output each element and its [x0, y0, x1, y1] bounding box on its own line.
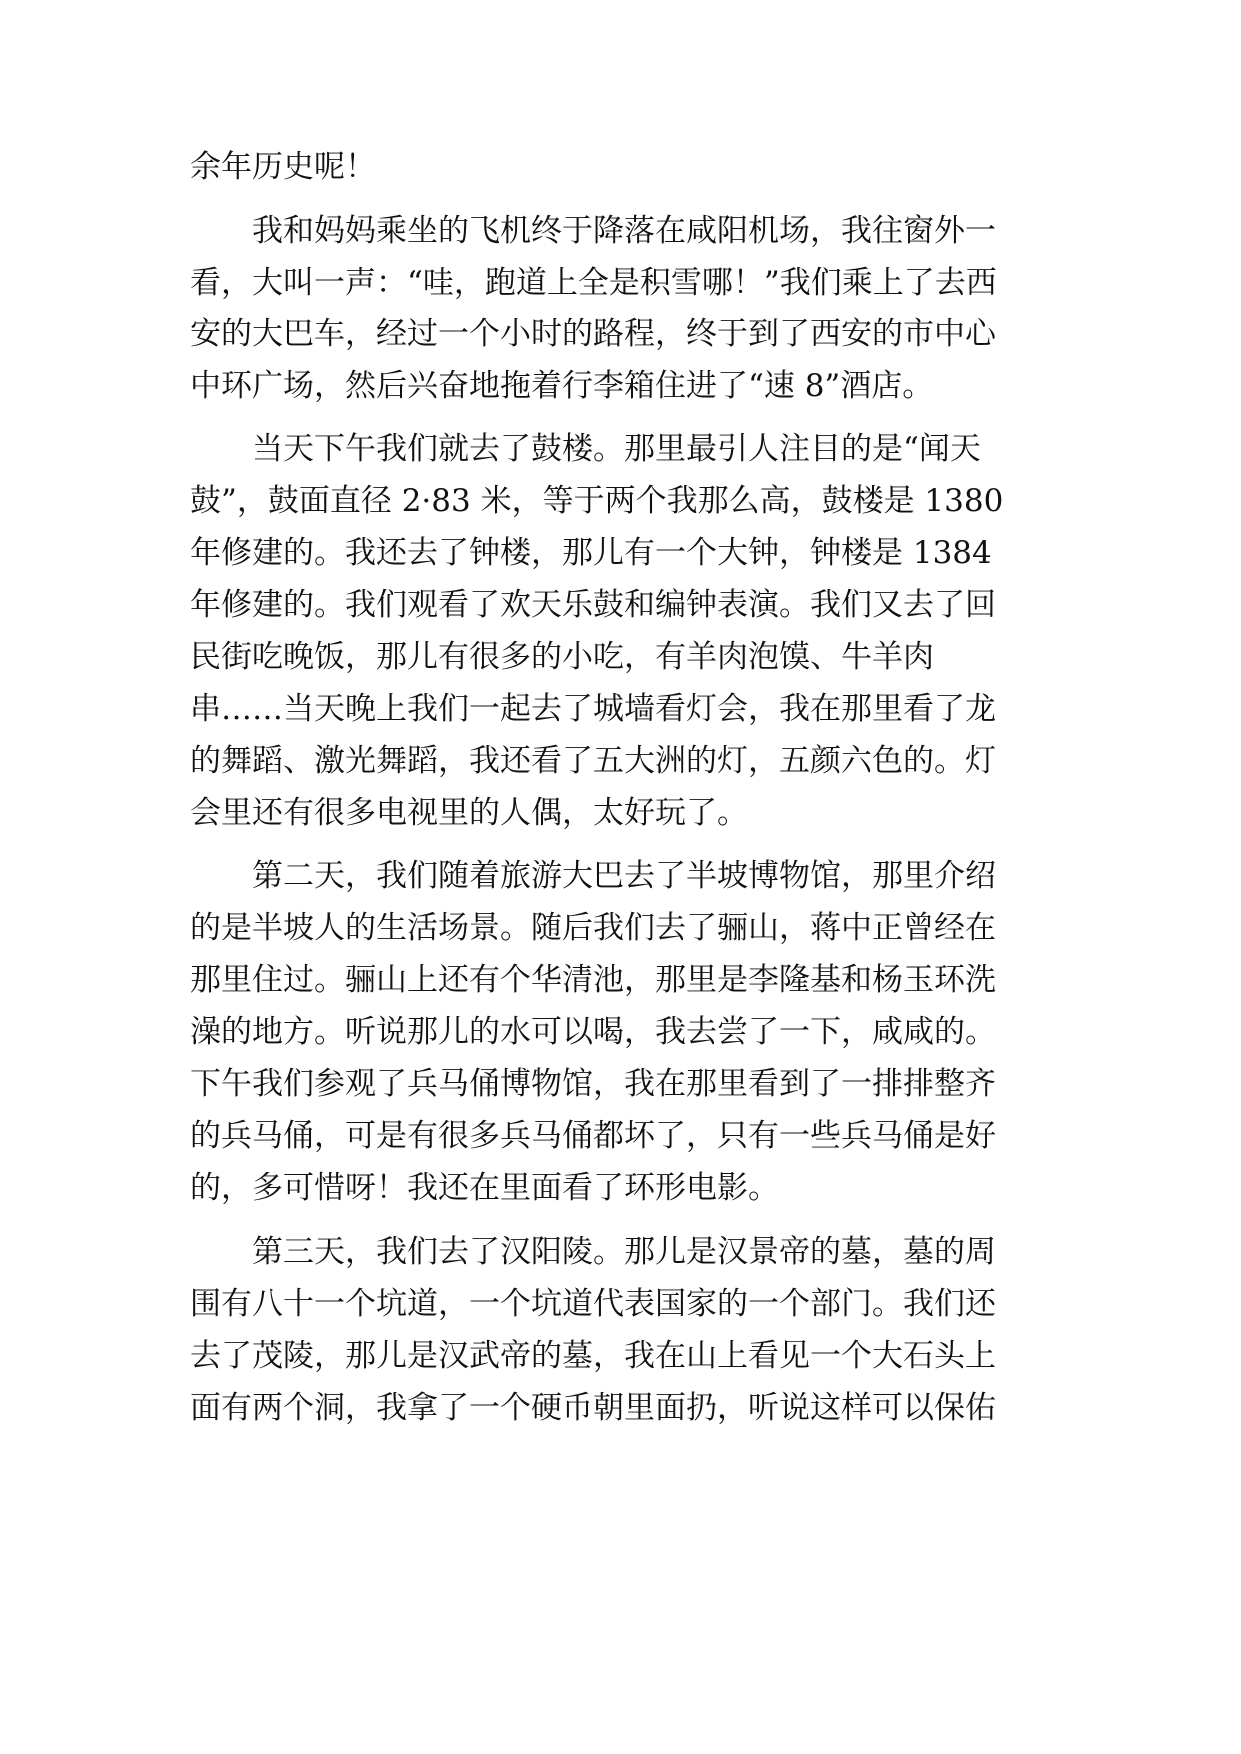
text-line: 围有八十一个坑道，一个坑道代表国家的一个部门。我们还 — [190, 1286, 996, 1322]
text-line: 的是半坡人的生活场景。随后我们去了骊山，蒋中正曾经在 — [190, 910, 996, 946]
text-line: 面有两个洞，我拿了一个硬币朝里面扔，听说这样可以保佑 — [190, 1390, 996, 1426]
text-line: 串……当天晚上我们一起去了城墙看灯会，我在那里看了龙 — [190, 691, 996, 727]
text-line: 澡的地方。听说那儿的水可以喝，我去尝了一下，咸咸的。 — [190, 1014, 996, 1050]
text-line: 中环广场，然后兴奋地拖着行李箱住进了“速 8”酒店。 — [190, 368, 934, 404]
paragraph-first-line: 我和妈妈乘坐的飞机终于降落在咸阳机场，我往窗外一 — [252, 213, 996, 249]
text-line: 去了茂陵，那儿是汉武帝的墓，我在山上看见一个大石头上 — [190, 1338, 996, 1374]
text-line: 年修建的。我还去了钟楼，那儿有一个大钟，钟楼是 1384 — [190, 535, 992, 571]
text-line: 那里住过。骊山上还有个华清池，那里是李隆基和杨玉环洗 — [190, 962, 996, 998]
text-line: 的兵马俑，可是有很多兵马俑都坏了，只有一些兵马俑是好 — [190, 1118, 996, 1154]
paragraph-first-line: 第二天，我们随着旅游大巴去了半坡博物馆，那里介绍 — [252, 858, 996, 894]
text-line: 看，大叫一声：“哇，跑道上全是积雪哪！”我们乘上了去西 — [190, 265, 997, 301]
text-line: 余年历史呢！ — [190, 149, 376, 185]
paragraph-first-line: 当天下午我们就去了鼓楼。那里最引人注目的是“闻天 — [252, 431, 981, 467]
text-line: 安的大巴车，经过一个小时的路程，终于到了西安的市中心 — [190, 316, 996, 352]
paragraph-first-line: 第三天，我们去了汉阳陵。那儿是汉景帝的墓，墓的周 — [252, 1234, 996, 1270]
text-line: 鼓”，鼓面直径 2·83 米，等于两个我那么高，鼓楼是 1380 — [190, 483, 1004, 519]
text-line: 的，多可惜呀！我还在里面看了环形电影。 — [190, 1170, 779, 1206]
text-line: 年修建的。我们观看了欢天乐鼓和编钟表演。我们又去了回 — [190, 587, 996, 623]
text-line: 会里还有很多电视里的人偶，太好玩了。 — [190, 795, 748, 831]
text-line: 的舞蹈、激光舞蹈，我还看了五大洲的灯，五颜六色的。灯 — [190, 743, 996, 779]
text-line: 下午我们参观了兵马俑博物馆，我在那里看到了一排排整齐 — [190, 1066, 996, 1102]
text-line: 民街吃晚饭，那儿有很多的小吃，有羊肉泡馍、牛羊肉 — [190, 639, 934, 675]
